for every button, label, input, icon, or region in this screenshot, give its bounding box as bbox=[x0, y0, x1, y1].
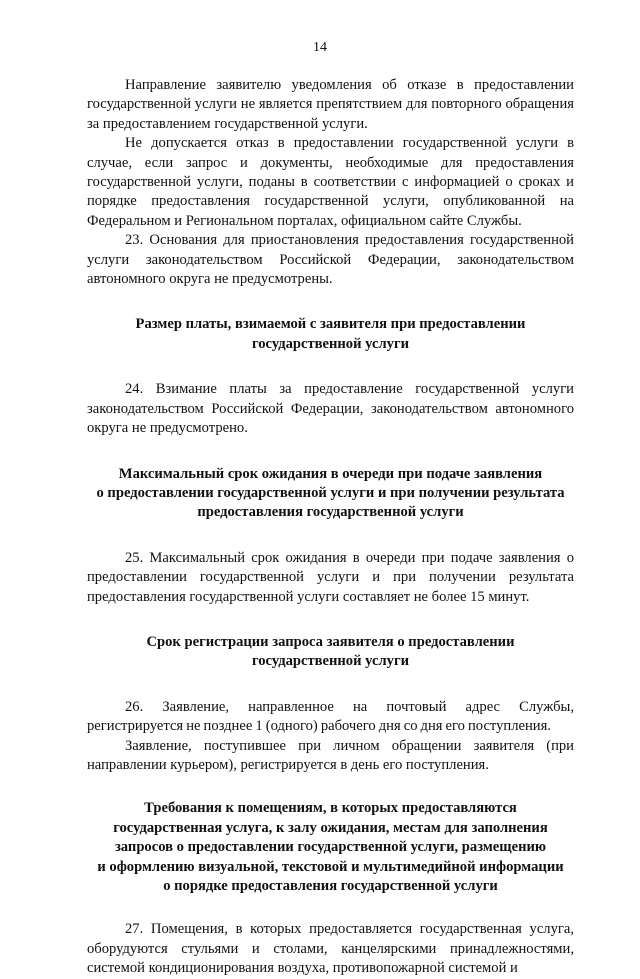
heading-premises-line: государственная услуга, к залу ожидания, местам для заполнения bbox=[113, 819, 548, 836]
paragraph-24: 24. Взимание платы за предоставление государственной услуги законодательством Российской Федерации, законодательством автономного округа не предусмотрено. bbox=[87, 381, 574, 437]
heading-premises-line: запросов о предоставлении государственной услуги, размещению bbox=[114, 839, 547, 856]
paragraph-26-courier: Заявление, поступившее при личном обращении заявителя (при направлении курьером), регистрируется в день его поступления. bbox=[87, 737, 574, 773]
heading-wait-line: предоставления государственной услуги bbox=[197, 504, 464, 521]
heading-registration bbox=[87, 633, 574, 672]
document-body bbox=[87, 76, 574, 979]
heading-premises-line: о порядке предоставления государственной услуги bbox=[163, 878, 498, 894]
paragraph-refusal-prohibited: Не допускается отказ в предоставлении государственной услуги в случае, если запрос и документы, необходимые для предоставления государственной услуги, поданы в соответствии с информацией о сроках и порядке предоставления государственной услуги, опубликованной на Федеральном и Региональном порталах, официальном сайте Службы. bbox=[87, 135, 574, 229]
heading-fee-line: государственной услуги bbox=[251, 335, 410, 352]
paragraph-26: 26. Заявление, направленное на почтовый адрес Службы, регистрируется не позднее 1 (одного) рабочего дня со дня его поступления. bbox=[87, 698, 574, 735]
heading-premises-line: и оформлению визуальной, текстовой и мультимедийной информации bbox=[97, 858, 564, 875]
heading-wait-line: Максимальный срок ожидания в очереди при подаче заявления bbox=[118, 465, 543, 482]
paragraph-refusal-notice: Направление заявителю уведомления об отказе в предоставлении государственной услуги не является препятствием для повторного обращения за предоставлением государственной услуги. bbox=[87, 77, 574, 132]
heading-premises bbox=[87, 799, 574, 896]
heading-wait-time bbox=[87, 465, 574, 523]
heading-registration-line: государственной услуги bbox=[251, 653, 410, 670]
heading-wait-line: о предоставлении государственной услуги и при получении результата bbox=[96, 484, 565, 501]
heading-registration-line: Срок регистрации запроса заявителя о предоставлении bbox=[146, 633, 515, 650]
heading-fee bbox=[87, 315, 574, 354]
heading-fee-line: Размер платы, взимаемой с заявителя при предоставлении bbox=[135, 316, 526, 333]
heading-premises-line: Требования к помещениям, в которых предоставляются bbox=[144, 800, 517, 817]
paragraph-27: 27. Помещения, в которых предоставляется государственная услуга, оборудуются стульями и столами, канцелярскими принадлежностями, системой кондиционирования воздуха, противопожарной системой и bbox=[87, 921, 574, 977]
paragraph-23: 23. Основания для приостановления предоставления государственной услуги законодательством Российской Федерации, законодательством автономного округа не предусмотрены. bbox=[87, 232, 574, 288]
page-number: 14 bbox=[313, 40, 327, 55]
paragraph-25: 25. Максимальный срок ожидания в очереди при подаче заявления о предоставлении государственной услуги и при получении результата предоставления государственной услуги составляет не более 15 минут. bbox=[87, 549, 574, 605]
